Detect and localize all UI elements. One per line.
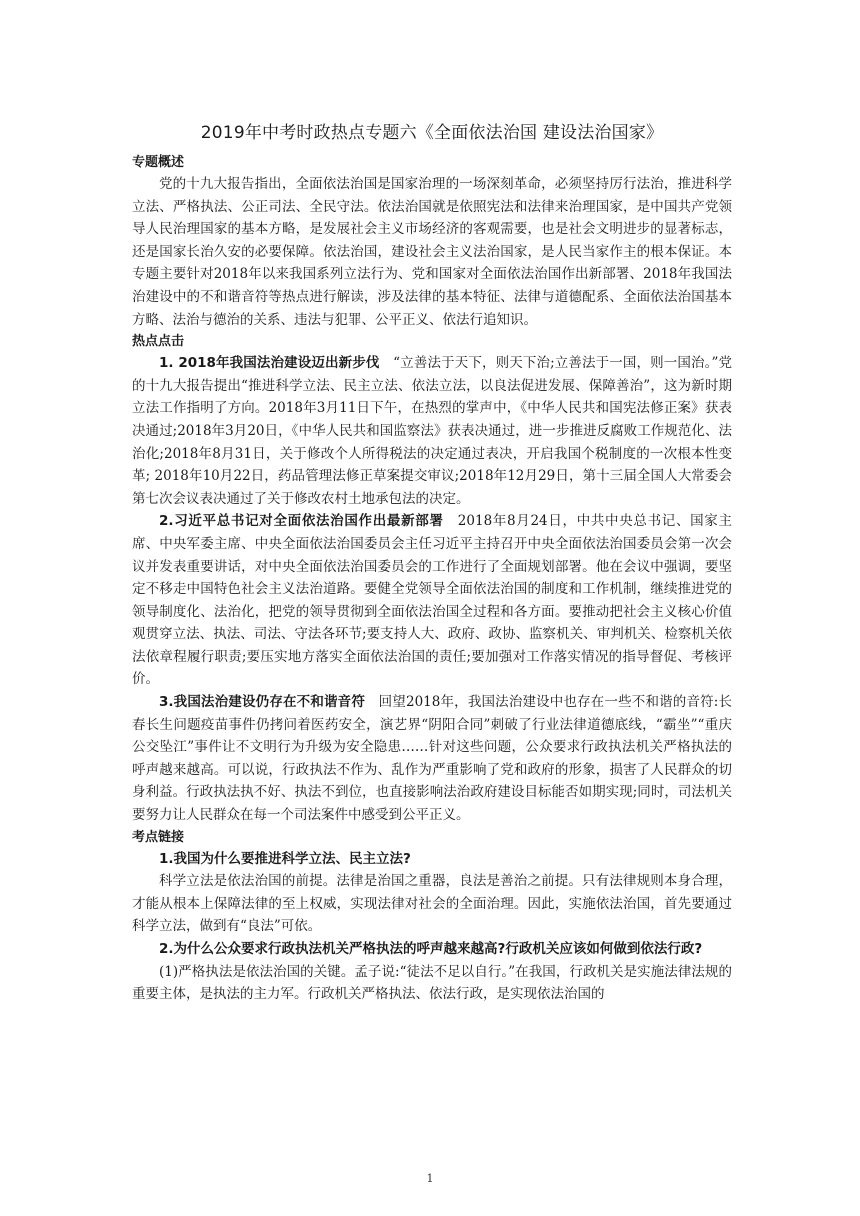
hotspot-text-3: 回望2018年，我国法治建设中也存在一些不和谐的音符:长春长生问题疫苗事件仍拷问着医药安全，演艺界“阴阳合同”刺破了行业法律道德底线，“霸坐”“重庆公交坠江”事件让不文明行为升级为安全隐患……针对这些问题，公众要求行政执法机关严格执法的呼声越来越高。可以说，行政执法不作为、乱作为严重影响了党和政府的形象，损害了人民群众的切身利益。行政执法执不好、执法不到位，也直接影响法治政府建设目标能否如期实现;同时，司法机关要努力让人民群众在每一个司法案件中感受到公平正义。: [132, 694, 732, 824]
hotspot-lead-2: 2.习近平总书记对全面依法治国作出最新部署: [159, 513, 444, 530]
question-2: 2.为什么公众要求行政执法机关严格执法的呼声越来越高?行政机关应该如何做到依法行政?: [159, 941, 703, 957]
hotspot-paragraph-3: [132, 691, 732, 827]
overview-paragraph: 党的十九大报告指出，全面依法治国是国家治理的一场深刻革命，必须坚持厉行法治，推进科学立法、严格执法、公正司法、全民守法。依法治国就是依照宪法和法律来治理国家，是中国共产党领导人民治理国家的基本方略，是发展社会主义市场经济的客观需要，也是社会文明进步的显著标志，还是国家长治久安的必要保障。依法治国，建设社会主义法治国家，是人民当家作主的根本保证。本专题主要针对2018年以来我国系列立法行为、党和国家对全面依法治国作出新部署、2018年我国法治建设中的不和谐音符等热点进行解读，涉及法律的基本特征、法律与道德配系、全面依法治国基本方略、法治与德治的关系、违法与犯罪、公平正义、依法行追知识。: [132, 176, 732, 328]
document-page: [132, 118, 732, 1006]
answer-1: 科学立法是依法治国的前提。法律是治国之重器，良法是善治之前提。只有法律规则本身合理，才能从根本上保障法律的至上权威，实现法律对社会的全面治理。因此，实施依法治国，首先要通过科学立法，做到有“良法”可依。: [132, 873, 732, 935]
hotspot-paragraph-2: [132, 510, 732, 691]
hotspots-heading: 热点点击: [132, 334, 185, 350]
overview-heading: 专题概述: [132, 155, 185, 170]
hotspot-paragraph-1: [132, 352, 732, 510]
hotspot-lead-1: 1. 2018年我国法治建设迈出新步伐: [159, 355, 380, 372]
answer-2: (1)严格执法是依法治国的关键。孟子说:“徒法不足以自行。”在我国，行政机关是实施法律法规的重要主体，是执法的主力军。行政机关严格执法、依法行政，是实现依法治国的: [132, 963, 732, 1003]
hotspot-text-2: 2018年8月24日，中共中央总书记、国家主席、中央军委主席、中央全面依法治国委员会主任习近平主持召开中央全面依法治国委员会第一次会议并发表重要讲话，对中央全面依法治国委员会的工作进行了全面规划部署。他在会议中强调，要坚定不移走中国特色社会主义法治道路。要健全党领导全面依法治国的制度和工作机制，继续推进党的领导制度化、法治化，把党的领导贯彻到全面依法治国全过程和各方面。要推动把社会主义核心价值观贯穿立法、执法、司法、守法各环节;要支持人大、政府、政协、监察机关、审判机关、检察机关依法依章程履行职责;要压实地方落实全面依法治国的责任;要加强对工作落实情况的指导督促、考核评价。: [132, 513, 732, 688]
document-title: 2019年中考时政热点专题六《全面依法治国 建设法治国家》: [200, 123, 664, 143]
page-number: 1: [426, 1172, 434, 1185]
hotspot-text-1: “立善法于天下，则天下治;立善法于一国，则一国治。”党的十九大报告提出“推进科学立法、民主立法、依法立法，以良法促进发展、保障善治”，这为新时期立法工作指明了方向。2018年3月11日下午，在热烈的掌声中，《中华人民共和国宪法修正案》获表决通过;2018年3月20日，《中华人民共和国监察法》获表决通过，进一步推进反腐败工作规范化、法治化;2018年8月31日，关于修改个人所得税法的决定通过表决，开启我国个税制度的一次根本性变革; 2018年10月22日，药品管理法修正草案提交审议;2018年12月29日，第十三届全国人大常委会第七次会议表决通过了关于修改农村土地承包法的决定。: [132, 355, 733, 507]
links-heading: 考点链接: [132, 829, 185, 845]
hotspot-lead-3: 3.我国法治建设仍存在不和谐音符: [159, 694, 365, 711]
question-1: 1.我国为什么要推进科学立法、民主立法?: [159, 850, 411, 867]
